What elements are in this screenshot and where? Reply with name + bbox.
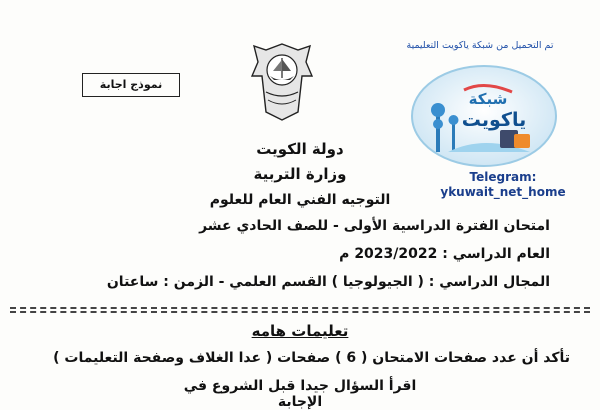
instruction-item: تأكد أن عدد صفحات الامتحان ( 6 ) صفحات ( عدا الغلاف وصفحة التعليمات ) — [53, 350, 570, 366]
telegram-handle: ykuwait_net_home — [440, 185, 566, 199]
kuwait-emblem-icon — [248, 40, 316, 124]
svg-text:شبكة: شبكة — [468, 90, 508, 108]
exam-title: امتحان الفترة الدراسية الأولى - للصف الحادي عشر — [199, 218, 550, 234]
ministry-name: وزارة التربية — [253, 165, 347, 183]
academic-year: العام الدراسي : 2023/2022 م — [339, 246, 550, 262]
telegram-label: Telegram: — [469, 170, 537, 184]
download-note: تم التحميل من شبكة ياكويت التعليمية — [406, 40, 554, 51]
telegram-contact — [428, 170, 578, 200]
answer-model-box: نموذج اجابة — [82, 73, 180, 97]
subject-field: المجال الدراسي : ( الجيولوجيا ) القسم العلمي - الزمن : ساعتان — [106, 274, 550, 290]
instructions-title: تعليمات هامه — [251, 322, 349, 340]
divider — [10, 311, 590, 313]
state-name: دولة الكويت — [256, 140, 344, 158]
instruction-item: اقرأ السؤال جيدا قبل الشروع في الإجابة — [183, 378, 417, 410]
divider — [10, 307, 590, 309]
svg-text:ياكويت: ياكويت — [461, 109, 527, 131]
guidance-name: التوجيه الفني العام للعلوم — [209, 192, 391, 208]
